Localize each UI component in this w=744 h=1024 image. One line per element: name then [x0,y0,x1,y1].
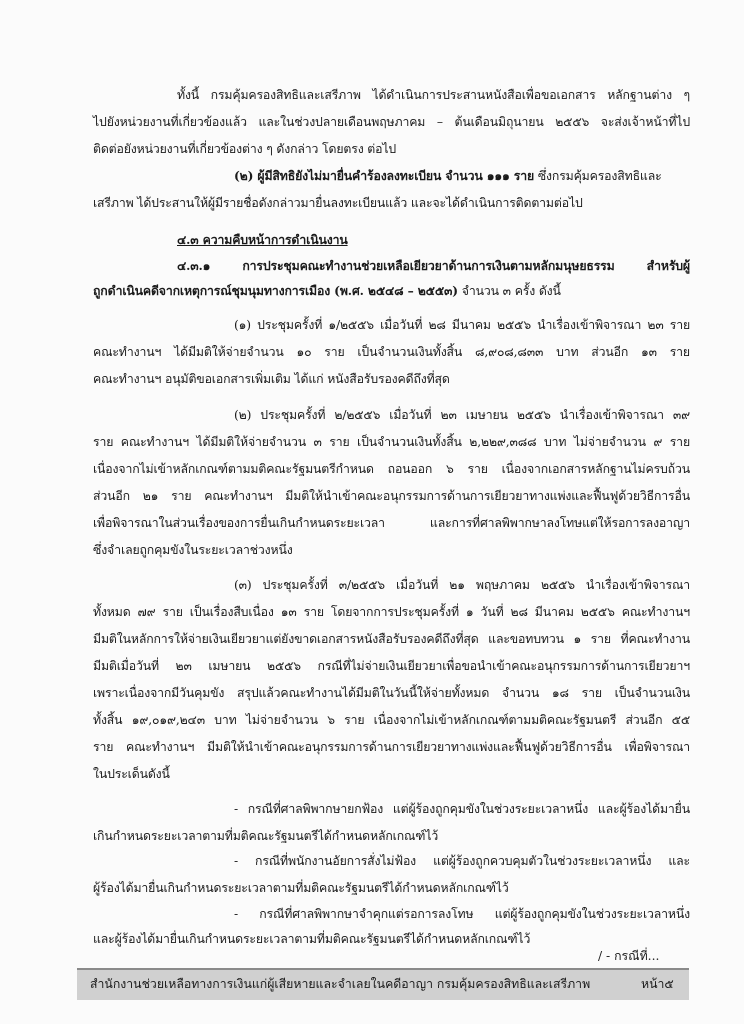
meeting-3-line: มีมติเมื่อวันที่ ๒๓ เมษายน ๒๕๕๖ กรณีที่ไม่จ่ายเงินเยียวยาเพื่อขอนำเข้าคณะอนุกรรมการด้านการเยียวยาฯ [93,659,690,673]
paragraph-line: เสรีภาพ ได้ประสานให้ผู้มีรายชื่อดังกล่าวมายื่นลงทะเบียนแล้ว และจะได้ดำเนินการติดตามต่อไป [93,196,583,210]
bullet-item-cont: และผู้ร้องได้มายื่นเกินกำหนดระยะเวลาตามที่มติคณะรัฐมนตรีได้กำหนดหลักเกณฑ์ไว้ [93,932,531,946]
plain-text: จำนวน ๓ ครั้ง ดังนี้ [461,284,561,298]
continuation-marker: / - กรณีที่... [598,949,660,963]
subsection-heading: ๔.๓.๑ การประชุมคณะทำงานช่วยเหลือเยียวยาด้านการเงินตามหลักมนุษยธรรม สำหรับผู้ [177,258,690,273]
bold-text: (๒) ผู้มีสิทธิยังไม่มายื่นคำร้องลงทะเบียน จำนวน ๑๑๑ ราย [234,168,535,183]
plain-text: ซึ่งกรมคุ้มครองสิทธิและ [537,169,662,183]
meeting-2-line: เพื่อพิจารณาในส่วนเรื่องของการยื่นเกินกำหนดระยะเวลา และการที่ศาลพิพากษาลงโทษแต่ให้รอการลงอาญา [93,516,690,530]
bullet-item: - กรณีที่ศาลพิพากษายกฟ้อง แต่ผู้ร้องถูกคุมขังในช่วงระยะเวลาหนึ่ง และผู้ร้องได้มายื่น [234,802,690,816]
meeting-2-line: ราย คณะทำงานฯ ได้มีมติให้จ่ายจำนวน ๓ ราย เป็นจำนวนเงินทั้งสิ้น ๒,๒๒๙,๓๘๘ บาท ไม่จ่ายจำนวน ๙ ราย [93,435,690,449]
section-heading-text: ๔.๓ ความคืบหน้าการดำเนินงาน [177,232,348,247]
meeting-1-line: คณะทำงานฯ อนุมัติขอเอกสารเพิ่มเติม ได้แก่ หนังสือรับรองคดีถึงที่สุด [93,372,450,386]
bullet-item: - กรณีที่พนักงานอัยการสั่งไม่ฟ้อง แต่ผู้ร้องถูกควบคุมตัวในช่วงระยะเวลาหนึ่ง และ [234,854,690,868]
meeting-3-line: มีมติในหลักการให้จ่ายเงินเยียวยาแต่ยังขาดเอกสารหนังสือรับรองคดีถึงที่สุด และขอทบทวน ๑ ราย ที่คณะทำงาน [93,632,690,646]
meeting-3-line: ในประเด็นดังนี้ [93,767,170,781]
bullet-item: - กรณีที่ศาลพิพากษาจำคุกแต่รอการลงโทษ แต่ผู้ร้องถูกคุมขังในช่วงระยะเวลาหนึ่ง [234,907,690,921]
meeting-3-line: ราย คณะทำงานฯ มีมติให้นำเข้าคณะอนุกรรมการด้านการเยียวยาทางแพ่งและฟื้นฟูด้วยวิธีการอื่น เพื่อพิจารณา [93,740,690,754]
paragraph-line: ไปยังหน่วยงานที่เกี่ยวข้องแล้ว และในช่วงปลายเดือนพฤษภาคม – ต้นเดือนมิถุนายน ๒๕๕๖ จะส่งเจ้าหน้าที่ไป [93,115,690,129]
meeting-3-line: เพราะเนื่องจากมีวันคุมขัง สรุปแล้วคณะทำงานได้มีมติในวันนี้ให้จ่ายทั้งหมด จำนวน ๑๘ ราย เป็นจำนวนเงิน [93,686,690,700]
meeting-1-line: (๑) ประชุมครั้งที่ ๑/๒๕๕๖ เมื่อวันที่ ๒๘ มีนาคม ๒๕๕๖ นำเรื่องเข้าพิจารณา ๒๓ ราย [234,318,690,332]
paragraph-line: ทั้งนี้ กรมคุ้มครองสิทธิและเสรีภาพ ได้ดำเนินการประสานหนังสือเพื่อขอเอกสาร หลักฐานต่าง ๆ [177,88,690,102]
meeting-2-line: ส่วนอีก ๒๑ ราย คณะทำงานฯ มีมติให้นำเข้าคณะอนุกรรมการด้านการเยียวยาทางแพ่งและฟื้นฟูด้วยวิธีการอื่น [93,489,690,503]
paragraph-line: ติดต่อยังหน่วยงานที่เกี่ยวข้องต่าง ๆ ดังกล่าว โดยตรง ต่อไป [93,142,397,156]
footer-office-name: สำนักงานช่วยเหลือทางการเงินแก่ผู้เสียหายและจำเลยในคดีอาญา กรมคุ้มครองสิทธิและเสรีภาพ [90,977,591,991]
paragraph-line [234,169,662,183]
page-number: หน้า๕ [641,977,674,991]
meeting-3-line: (๓) ประชุมครั้งที่ ๓/๒๕๕๖ เมื่อวันที่ ๒๑ พฤษภาคม ๒๕๕๖ นำเรื่องเข้าพิจารณา [234,578,690,592]
subsection-heading-cont [93,284,561,298]
meeting-3-line: ทั้งหมด ๗๙ ราย เป็นเรื่องสืบเนื่อง ๑๓ ราย โดยจากการประชุมครั้งที่ ๑ วันที่ ๒๘ มีนาคม ๒๕๕๖ คณะทำงานฯ [93,605,690,619]
meeting-3-line: ทั้งสิ้น ๑๙,๐๑๙,๒๔๓ บาท ไม่จ่ายจำนวน ๖ ราย เนื่องจากไม่เข้าหลักเกณฑ์ตามมติคณะรัฐมนตรี ส่วนอีก ๕๕ [93,713,690,727]
meeting-2-line: เนื่องจากไม่เข้าหลักเกณฑ์ตามมติคณะรัฐมนตรีกำหนด ถอนออก ๖ ราย เนื่องจากเอกสารหลักฐานไม่ครบถ้วน [93,462,690,476]
bold-text: ถูกดำเนินคดีจากเหตุการณ์ชุมนุมทางการเมือง (พ.ศ. ๒๕๔๘ – ๒๕๕๓) [93,283,458,298]
meeting-2-line: (๒) ประชุมครั้งที่ ๒/๒๕๕๖ เมื่อวันที่ ๒๓ เมษายน ๒๕๕๖ นำเรื่องเข้าพิจารณา ๓๙ [234,408,690,422]
meeting-2-line: ซึ่งจำเลยถูกคุมขังในระยะเวลาช่วงหนึ่ง [93,543,293,557]
section-heading [177,233,348,247]
bullet-item-cont: ผู้ร้องได้มายื่นเกินกำหนดระยะเวลาตามที่มติคณะรัฐมนตรีได้กำหนดหลักเกณฑ์ไว้ [93,881,509,895]
meeting-1-line: คณะทำงานฯ ได้มีมติให้จ่ายจำนวน ๑๐ ราย เป็นจำนวนเงินทั้งสิ้น ๘,๙๐๘,๘๓๓ บาท ส่วนอีก ๑๓ ราย [93,345,690,359]
bullet-item-cont: เกินกำหนดระยะเวลาตามที่มติคณะรัฐมนตรีได้กำหนดหลักเกณฑ์ไว้ [93,829,439,843]
